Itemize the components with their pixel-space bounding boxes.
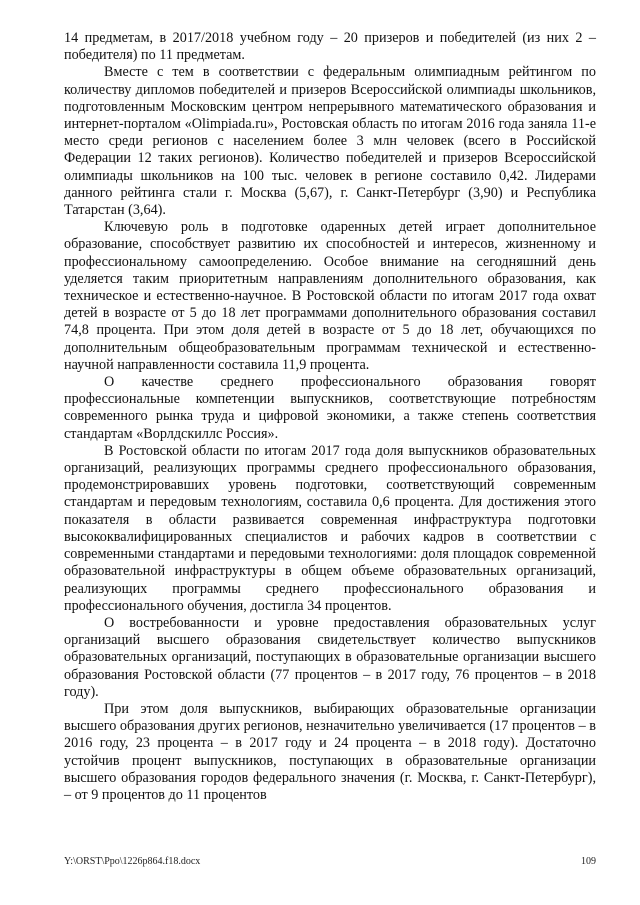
document-body bbox=[64, 30, 596, 804]
paragraph-other-regions: При этом доля выпускников, выбирающих образовательные организации высшего образования других регионов, незначительно увеличивается (17 процентов – в 2016 году, 23 процента – в 2017 году и 24 процента – в 2018 году). Достаточно устойчив процент выпускников, поступающих в образовательные организации высшего образования городов федерального значения (г. Москва, г. Санкт-Петербург), – от 9 процентов до 11 процентов bbox=[64, 700, 596, 803]
paragraph-vocational-quality: О качестве среднего профессионального образования говорят профессиональные компетенции выпускников, соответствующие потребностям современного рынка труда и цифровой экономики, а также степень соответствия стандартам «Ворлдскиллс Россия». bbox=[64, 374, 596, 442]
page-number: 109 bbox=[581, 856, 596, 867]
paragraph-continuation: 14 предметам, в 2017/2018 учебном году – 20 призеров и победителей (из них 2 – победителя) по 11 предметам. bbox=[64, 30, 596, 64]
paragraph-additional-education: Ключевую роль в подготовке одаренных детей играет дополнительное образование, способствует развитию их способностей и интересов, жизненному и профессиональному самоопределению. Особое внимание на сегодняшний день уделяется таким приоритетным направлениям дополнительного образования, как техническое и естественно-научное. В Ростовской области по итогам 2017 года охват детей в возрасте от 5 до 18 лет программами дополнительного образования составил 74,8 процента. При этом доля детей в возрасте от 5 до 18 лет, обучающихся по дополнительным общеобразовательным программам технической и естественно-научной направленности составила 11,9 процента. bbox=[64, 219, 596, 373]
file-path: Y:\ORST\Ppo\1226p864.f18.docx bbox=[64, 856, 201, 867]
paragraph-olympiad-rating: Вместе с тем в соответствии с федеральным олимпиадным рейтингом по количеству дипломов победителей и призеров Всероссийской олимпиады школьников, подготовленным Московским центром непрерывного математического образования и интернет-порталом «Olimpiada.ru», Ростовская область по итогам 2016 года заняла 11-е место среди регионов с населением более 3 млн человек (всего в Российской Федерации 12 таких регионов). Количество победителей и призеров Всероссийской олимпиады школьников на 100 тыс. человек в регионе составило 0,42. Лидерами данного рейтинга стали г. Москва (5,67), г. Санкт-Петербург (3,90) и Республика Татарстан (3,64). bbox=[64, 64, 596, 219]
paragraph-rostov-graduates: В Ростовской области по итогам 2017 года доля выпускников образовательных организаций, реализующих программы среднего профессионального образования, продемонстрировавших уровень подготовки, соответствующий современным стандартам и передовым технологиям, составила 0,6 процента. Для достижения этого показателя в области развивается современная инфраструктура подготовки высококвалифицированных специалистов и рабочих кадров в соответствии с современными стандартами и передовыми технологиями: доля площадок современной образовательной инфраструктуры в общем объеме образовательных организаций, реализующих программы среднего профессионального образования и профессионального обучения, достигла 34 процентов. bbox=[64, 442, 596, 614]
paragraph-higher-education-demand: О востребованности и уровне предоставления образовательных услуг организаций высшего образования свидетельствует количество выпускников образовательных организаций, поступающих в образовательные организации высшего образования Ростовской области (77 процентов – в 2017 году, 76 процентов – в 2018 году). bbox=[64, 614, 596, 700]
